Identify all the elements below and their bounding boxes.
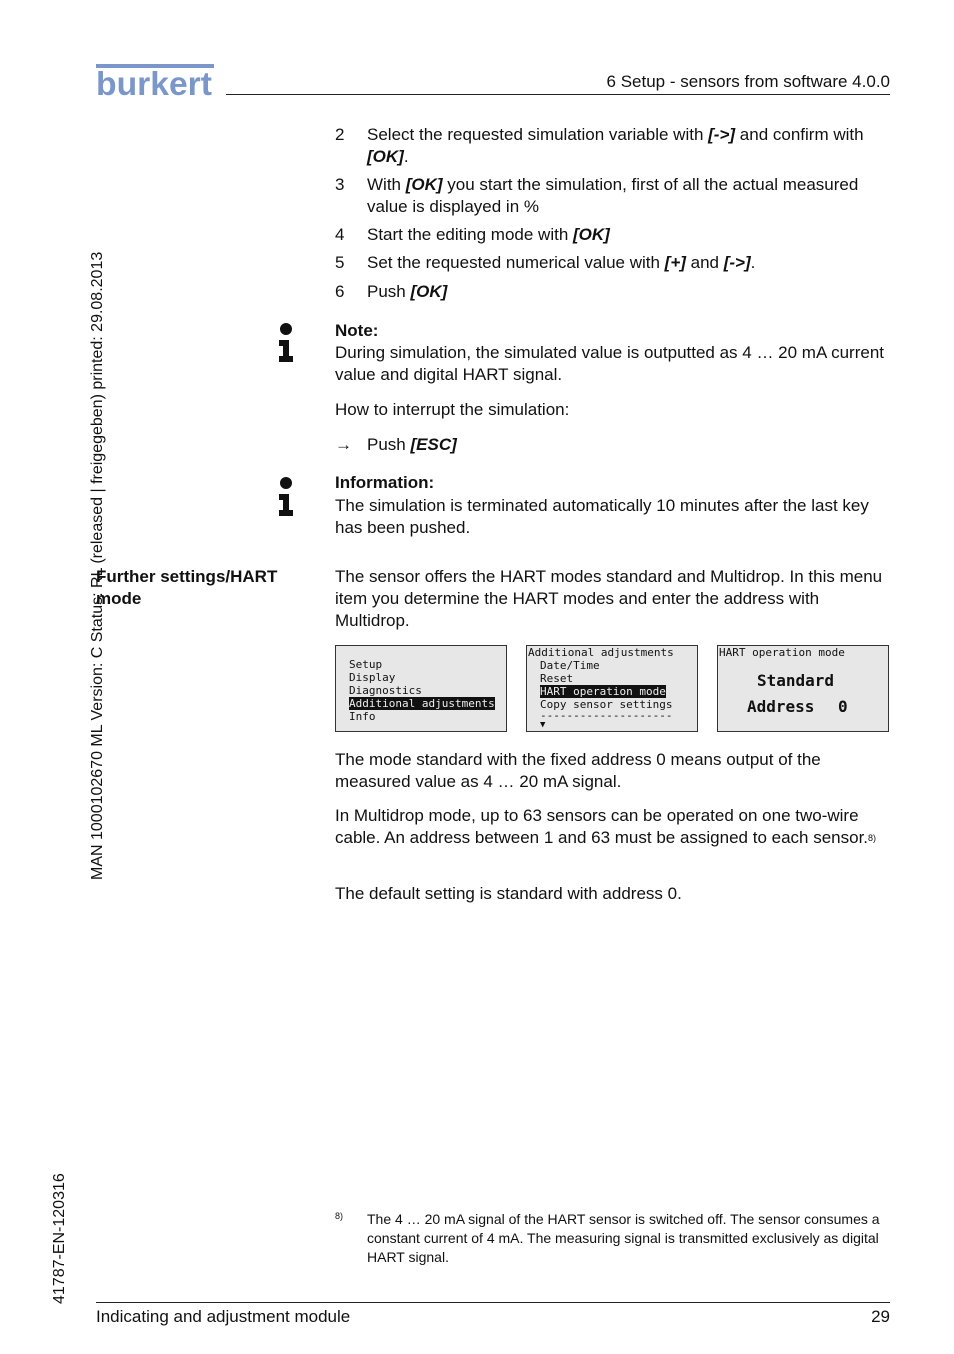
footer-rule bbox=[96, 1302, 890, 1303]
menu-item: Setup bbox=[349, 658, 383, 671]
key-label: [OK] bbox=[410, 282, 448, 301]
hart-mode-value: Standard bbox=[757, 671, 835, 690]
menu-item: Info bbox=[349, 710, 376, 723]
step-text-part: Push bbox=[367, 282, 411, 301]
submenu-item: Copy sensor settings bbox=[540, 698, 673, 711]
step-number: 2 bbox=[335, 125, 345, 144]
step-text-part: and confirm with bbox=[735, 125, 864, 144]
hart-address-value: 0 bbox=[838, 697, 848, 716]
body-paragraph-2 bbox=[335, 805, 891, 849]
info-icon bbox=[276, 476, 296, 516]
step-text-part: Set the requested numerical value with bbox=[367, 253, 665, 272]
submenu-item-selected: HART operation mode bbox=[540, 685, 666, 698]
body-paragraph-2-text: In Multidrop mode, up to 63 sensors can be operated on one two-wire cable. An address between 1 and 63 must be assigned to each sensor. bbox=[335, 806, 869, 847]
step-text bbox=[367, 174, 891, 218]
step-text bbox=[367, 281, 891, 303]
note-text: During simulation, the simulated value is outputted as 4 … 20 mA current value and digital HART signal. bbox=[335, 343, 885, 384]
info-icon bbox=[276, 322, 296, 362]
body-paragraph-3: The default setting is standard with address 0. bbox=[335, 884, 682, 903]
arrow-right-icon: → bbox=[335, 435, 352, 454]
header-rule bbox=[226, 94, 890, 95]
step-text bbox=[367, 224, 891, 246]
key-label: [OK] bbox=[405, 175, 443, 194]
submenu-title: Additional adjustments bbox=[528, 646, 674, 659]
step-text-part: Select the requested simulation variable with bbox=[367, 125, 709, 144]
interrupt-question: How to interrupt the simulation: bbox=[335, 400, 570, 419]
menu-item-selected: Additional adjustments bbox=[349, 697, 495, 710]
key-label: [OK] bbox=[367, 147, 404, 166]
interrupt-action bbox=[335, 434, 891, 456]
key-label: [->] bbox=[708, 125, 736, 144]
document-number-vertical: 41787-EN-120316 bbox=[51, 1173, 68, 1304]
footnote-reference: 8) bbox=[868, 833, 877, 843]
burkert-logo bbox=[96, 64, 214, 100]
hart-address-label: Address bbox=[747, 697, 815, 716]
note-title: Note: bbox=[335, 321, 379, 340]
step-text-part: and bbox=[685, 253, 724, 272]
step-4 bbox=[335, 224, 891, 246]
step-6 bbox=[335, 281, 891, 303]
step-text-part: you start the simulation, first of all the actual measured value is displayed in % bbox=[367, 175, 859, 216]
step-text-part: Start the editing mode with bbox=[367, 225, 574, 244]
page-number: 29 bbox=[871, 1307, 890, 1326]
key-label: [OK] bbox=[573, 225, 610, 244]
display-screen-hart bbox=[717, 645, 889, 732]
information-text: The simulation is terminated automatically 10 minutes after the last key has been pushed. bbox=[335, 496, 869, 537]
step-number: 3 bbox=[335, 175, 345, 194]
step-number: 4 bbox=[335, 225, 345, 244]
step-text-part: With bbox=[367, 175, 406, 194]
key-label: [->] bbox=[723, 253, 751, 272]
menu-item: Diagnostics bbox=[349, 684, 422, 697]
menu-item: Display bbox=[349, 671, 396, 684]
step-number: 5 bbox=[335, 253, 345, 272]
key-label: [+] bbox=[664, 253, 686, 272]
submenu-divider: -------------------- bbox=[540, 709, 673, 722]
hart-screen-title: HART operation mode bbox=[719, 646, 845, 659]
step-5 bbox=[335, 252, 891, 274]
step-text bbox=[367, 124, 891, 168]
step-3 bbox=[335, 174, 891, 218]
information-title: Information: bbox=[335, 473, 435, 492]
action-text: Push bbox=[367, 435, 411, 454]
document-status-vertical: MAN 1000102670 ML Version: C Status: RL (released | freigegeben) printed: 29.08.2013 bbox=[89, 251, 106, 880]
display-screen-menu bbox=[335, 645, 507, 732]
brand-text: burkert bbox=[96, 65, 213, 100]
footer-title: Indicating and adjustment module bbox=[96, 1307, 351, 1326]
step-text bbox=[367, 252, 891, 274]
body-paragraph-1: The mode standard with the fixed address 0 means output of the measured value as 4 … 20 mA signal. bbox=[335, 750, 821, 791]
submenu-item: Date/Time bbox=[540, 659, 600, 672]
step-2 bbox=[335, 124, 891, 168]
section-heading: Further settings/HART mode bbox=[96, 567, 278, 608]
step-number: 6 bbox=[335, 282, 345, 301]
footnote-text: The 4 … 20 mA signal of the HART sensor is switched off. The sensor consumes a constant current of 4 mA. The measuring signal is transmitted exclusively as digital HART signal. bbox=[367, 1211, 880, 1265]
display-screen-submenu bbox=[526, 645, 698, 732]
submenu-item: Reset bbox=[540, 672, 574, 685]
header-title: 6 Setup - sensors from software 4.0.0 bbox=[606, 72, 890, 91]
footnote-mark: 8) bbox=[335, 1211, 344, 1221]
key-label: [ESC] bbox=[410, 435, 457, 454]
scroll-down-icon: ▼ bbox=[540, 720, 546, 730]
step-text-part: . bbox=[403, 147, 409, 166]
section-intro: The sensor offers the HART modes standard and Multidrop. In this menu item you determine the HART modes and enter the address with Multidrop. bbox=[335, 567, 883, 630]
step-text-part: . bbox=[750, 253, 756, 272]
